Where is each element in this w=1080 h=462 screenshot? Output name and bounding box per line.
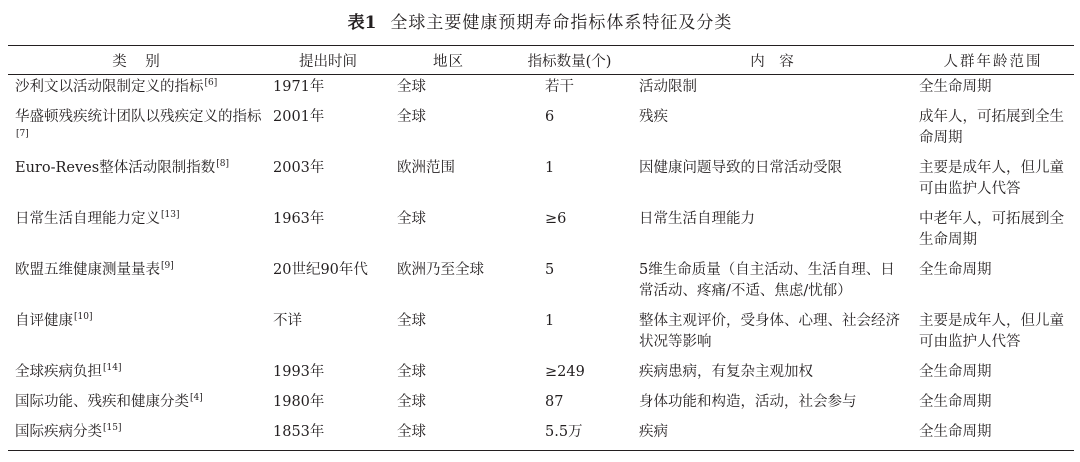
content-cell: 残疾 — [639, 109, 668, 125]
region-cell: 欧洲乃至全球 — [397, 262, 484, 278]
category-cell: 国际疾病分类[15] — [15, 423, 122, 440]
region-cell: 全球 — [397, 109, 426, 125]
content-cell: 5维生命质量（自主活动、生活自理、日常活动、疼痛/不适、焦虑/忧郁） — [639, 262, 895, 299]
col-header-year: 提出时间 — [299, 53, 357, 70]
year-cell: 不详 — [273, 313, 302, 329]
content-cell: 整体主观评价，受身体、心理、社会经济状况等影响 — [639, 313, 900, 350]
count-cell: 1 — [545, 160, 555, 176]
age-range-cell: 全生命周期 — [919, 394, 992, 410]
region-cell: 全球 — [397, 313, 426, 329]
region-cell: 全球 — [397, 424, 426, 440]
table-header-row — [8, 46, 1074, 75]
age-range-cell: 全生命周期 — [919, 424, 992, 440]
reference-marker: [9] — [161, 261, 174, 272]
category-cell: 自评健康[10] — [15, 312, 93, 329]
reference-marker: [13] — [161, 210, 180, 221]
year-cell: 1853年 — [273, 424, 325, 440]
region-cell: 全球 — [397, 394, 426, 410]
table-caption — [0, 8, 1080, 33]
age-range-cell: 全生命周期 — [919, 364, 992, 380]
col-header-count: 指标数量(个) — [527, 53, 612, 70]
count-cell: 5.5万 — [545, 424, 583, 440]
year-cell: 20世纪90年代 — [273, 262, 368, 278]
year-cell: 1980年 — [273, 394, 325, 410]
count-cell: ≥249 — [545, 364, 585, 380]
content-cell: 活动限制 — [639, 79, 697, 95]
content-cell: 日常生活自理能力 — [639, 211, 755, 227]
content-cell: 疾病 — [639, 424, 668, 440]
table-row — [8, 420, 1074, 451]
category-cell: 沙利文以活动限制定义的指标[6] — [15, 78, 218, 95]
year-cell: 1993年 — [273, 364, 325, 380]
col-header-region: 地区 — [433, 53, 464, 70]
category-cell: 华盛顿残疾统计团队以残疾定义的指标[7] — [15, 109, 262, 140]
table-row — [8, 156, 1074, 207]
table-row — [8, 360, 1074, 390]
table-row — [8, 390, 1074, 420]
category-cell: 欧盟五维健康测量量表[9] — [15, 261, 174, 278]
category-cell: 国际功能、残疾和健康分类[4] — [15, 393, 203, 410]
count-cell: ≥6 — [545, 211, 567, 227]
reference-marker: [6] — [204, 78, 218, 89]
count-cell: 1 — [545, 313, 555, 329]
table-title: 全球主要健康预期寿命指标体系特征及分类 — [390, 13, 733, 33]
age-range-cell: 中老年人，可拓展到全生命周期 — [919, 211, 1064, 248]
age-range-cell: 成年人，可拓展到全生命周期 — [919, 109, 1064, 146]
age-range-cell: 全生命周期 — [919, 262, 992, 278]
table-label: 表1 — [347, 13, 377, 33]
age-range-cell: 主要是成年人，但儿童可由监护人代答 — [919, 160, 1064, 197]
category-cell: 全球疾病负担[14] — [15, 363, 122, 380]
age-range-cell: 主要是成年人，但儿童可由监护人代答 — [919, 313, 1064, 350]
table-row — [8, 207, 1074, 258]
year-cell: 2003年 — [273, 160, 325, 176]
region-cell: 全球 — [397, 211, 426, 227]
reference-marker: [15] — [103, 423, 122, 434]
content-cell: 身体功能和构造，活动，社会参与 — [639, 394, 857, 410]
reference-marker: [8] — [216, 159, 229, 170]
table-row — [8, 105, 1074, 156]
count-cell: 若干 — [545, 79, 574, 95]
table-row — [8, 75, 1074, 106]
age-range-cell: 全生命周期 — [919, 79, 992, 95]
count-cell: 5 — [545, 262, 555, 278]
content-cell: 因健康问题导致的日常活动受限 — [639, 160, 842, 176]
count-cell: 87 — [545, 394, 564, 410]
count-cell: 6 — [545, 109, 555, 125]
year-cell: 1963年 — [273, 211, 325, 227]
region-cell: 全球 — [397, 79, 426, 95]
col-header-category: 类 别 — [112, 53, 162, 70]
reference-marker: [14] — [103, 363, 122, 374]
col-header-content: 内 容 — [750, 53, 794, 70]
life-expectancy-indicator-table — [8, 45, 1074, 451]
table-row — [8, 309, 1074, 360]
region-cell: 全球 — [397, 364, 426, 380]
year-cell: 2001年 — [273, 109, 325, 125]
content-cell: 疾病患病，有复杂主观加权 — [639, 364, 813, 380]
reference-marker: [7] — [16, 129, 29, 140]
category-cell: Euro-Reves整体活动限制指数[8] — [15, 159, 229, 176]
reference-marker: [4] — [190, 393, 203, 404]
col-header-age-range: 人群年龄范围 — [943, 53, 1043, 70]
reference-marker: [10] — [74, 312, 93, 323]
table-row — [8, 258, 1074, 309]
category-cell: 日常生活自理能力定义[13] — [15, 210, 180, 227]
region-cell: 欧洲范围 — [397, 160, 455, 176]
year-cell: 1971年 — [273, 79, 325, 95]
